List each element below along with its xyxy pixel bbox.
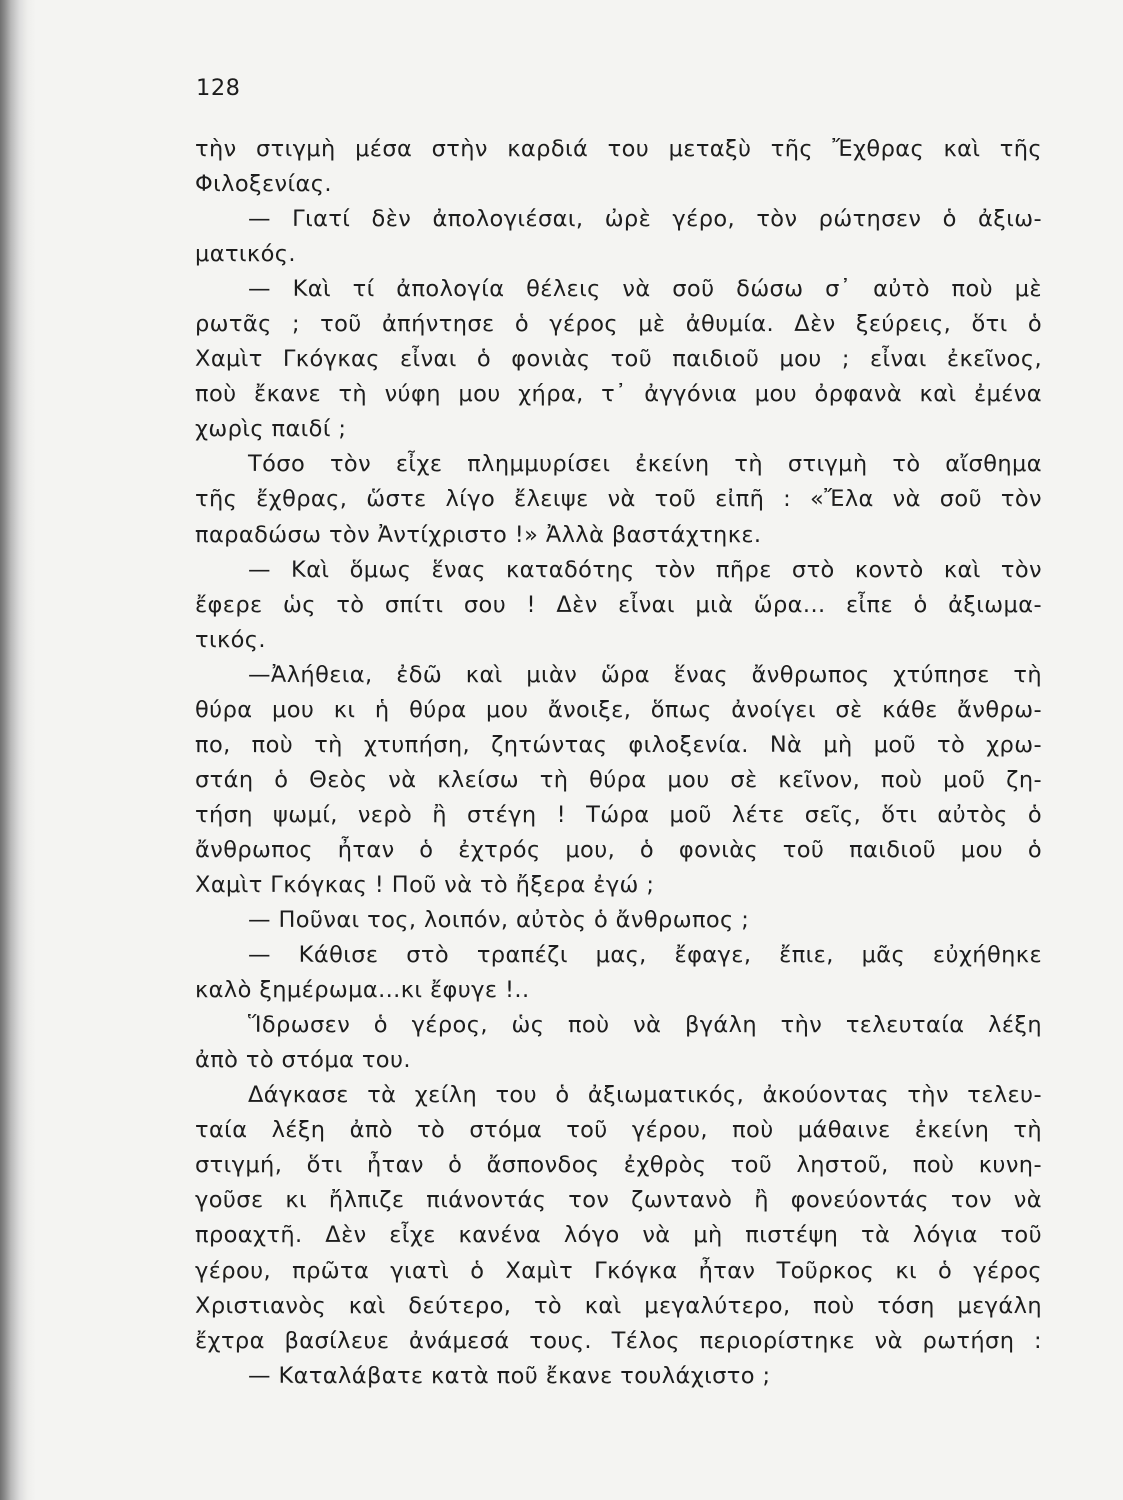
paragraph [195, 1078, 1042, 1358]
text-line: θύρα μου κι ἡ θύρα μου ἄνοιξε, ὅπως ἀνοίγει σὲ κάθε ἄνθρω- [195, 696, 1042, 723]
text-line: χωρὶς παιδί ; [195, 416, 347, 443]
paragraph [195, 447, 1042, 552]
text-line: προαχτῆ. Δὲν εἶχε κανένα λόγο νὰ μὴ πιστέψη τὰ λόγια τοῦ [195, 1222, 1042, 1249]
text-line: Φιλοξενίας. [195, 171, 332, 198]
text-line: Δάγκασε τὰ χείλη του ὁ ἀξιωματικός, ἀκούοντας τὴν τελευ- [248, 1082, 1042, 1109]
text-line: — Κάθισε στὸ τραπέζι μας, ἔφαγε, ἔπιε, μᾶς εὐχήθηκε [248, 942, 1042, 969]
text-line: ματικός. [195, 241, 296, 268]
text-line: — Καὶ τί ἀπολογία θέλεις νὰ σοῦ δώσω σ᾿ αὐτὸ ποὺ μὲ [248, 276, 1042, 303]
paragraph [195, 1359, 1042, 1394]
binding-shadow [0, 0, 36, 1500]
text-line: τὴν στιγμὴ μέσα στὴν καρδιά του μεταξὺ τῆς Ἔχθρας καὶ τῆς [195, 136, 1042, 162]
text-line: ταία λέξη ἀπὸ τὸ στόμα τοῦ γέρου, ποὺ μάθαινε ἐκείνη τὴ [195, 1117, 1042, 1144]
text-line: πο, ποὺ τὴ χτυπήση, ζητώντας φιλοξενία. Νὰ μὴ μοῦ τὸ χρω- [195, 731, 1042, 758]
body-text [195, 132, 1042, 1394]
text-line: τῆς ἔχθρας, ὥστε λίγο ἔλειψε νὰ τοῦ εἰπῆ : «Ἔλα νὰ σοῦ τὸν [195, 486, 1042, 513]
text-line: Χριστιανὸς καὶ δεύτερο, τὸ καὶ μεγαλύτερο, ποὺ τόση μεγάλη [195, 1292, 1042, 1319]
text-line: στάη ὁ Θεὸς νὰ κλείσω τὴ θύρα μου σὲ κεῖνον, ποὺ μοῦ ζη- [195, 766, 1042, 793]
paragraph [195, 272, 1042, 447]
text-line: καλὸ ξημέρωμα...κι ἔφυγε !.. [195, 977, 530, 1004]
text-line: —Ἀλήθεια, ἐδῶ καὶ μιὰν ὥρα ἕνας ἄνθρωπος χτύπησε τὴ [248, 661, 1042, 688]
page-number: 128 [196, 75, 241, 101]
text-line: στιγμή, ὅτι ἦταν ὁ ἄσπονδος ἐχθρὸς τοῦ ληστοῦ, ποὺ κυνη- [195, 1152, 1042, 1179]
text-line: ἔχτρα βασίλευε ἀνάμεσά τους. Τέλος περιορίστηκε νὰ ρωτήση : [195, 1327, 1042, 1354]
text-line: — Ποῦναι τος, λοιπόν, αὐτὸς ὁ ἄνθρωπος ; [248, 907, 750, 934]
paragraph [195, 1008, 1042, 1078]
text-line: Ἵδρωσεν ὁ γέρος, ὡς ποὺ νὰ βγάλη τὴν τελευταία λέξη [248, 1012, 1042, 1039]
text-line: ἔφερε ὡς τὸ σπίτι σου ! Δὲν εἶναι μιὰ ὥρα... εἶπε ὁ ἀξιωμα- [195, 591, 1042, 618]
text-line: ἄνθρωπος ἦταν ὁ ἐχτρός μου, ὁ φονιὰς τοῦ παιδιοῦ μου ὁ [195, 836, 1042, 863]
paragraph [195, 202, 1042, 272]
paragraph [195, 132, 1042, 202]
text-line: τικός. [195, 626, 266, 653]
text-line: ρωτᾶς ; τοῦ ἀπήντησε ὁ γέρος μὲ ἀθυμία. Δὲν ξεύρεις, ὅτι ὁ [195, 311, 1042, 338]
text-line: — Γιατί δὲν ἀπολογιέσαι, ὠρὲ γέρο, τὸν ρώτησεν ὁ ἀξιω- [248, 206, 1042, 233]
text-line: παραδώσω τὸν Ἀντίχριστο !» Ἀλλὰ βαστάχτηκε. [195, 521, 762, 548]
paragraph [195, 903, 1042, 938]
text-line: τήση ψωμί, νερὸ ἢ στέγη ! Τώρα μοῦ λέτε σεῖς, ὅτι αὐτὸς ὁ [195, 801, 1042, 828]
text-line: γέρου, πρῶτα γιατὶ ὁ Χαμὶτ Γκόγκα ἦταν Τοῦρκος κι ὁ γέρος [195, 1257, 1042, 1284]
text-line: ἀπὸ τὸ στόμα του. [195, 1047, 411, 1074]
text-line: Χαμὶτ Γκόγκας εἶναι ὁ φονιὰς τοῦ παιδιοῦ μου ; εἶναι ἐκεῖνος, [195, 346, 1042, 373]
paragraph [195, 553, 1042, 658]
text-line: Χαμὶτ Γκόγκας ! Ποῦ νὰ τὸ ἤξερα ἐγώ ; [195, 871, 655, 898]
paragraph [195, 938, 1042, 1008]
text-line: ποὺ ἔκανε τὴ νύφη μου χήρα, τ᾿ ἀγγόνια μου ὀρφανὰ καὶ ἐμένα [195, 381, 1042, 408]
text-line: Τόσο τὸν εἶχε πλημμυρίσει ἐκείνη τὴ στιγμὴ τὸ αἴσθημα [248, 451, 1042, 478]
text-line: — Καταλάβατε κατὰ ποῦ ἔκανε τουλάχιστο ; [248, 1362, 771, 1389]
paragraph [195, 658, 1042, 903]
text-line: — Καὶ ὅμως ἕνας καταδότης τὸν πῆρε στὸ κοντὸ καὶ τὸν [248, 556, 1042, 583]
text-line: γοῦσε κι ἤλπιζε πιάνοντάς τον ζωντανὸ ἢ φονεύοντάς τον νὰ [195, 1187, 1042, 1214]
